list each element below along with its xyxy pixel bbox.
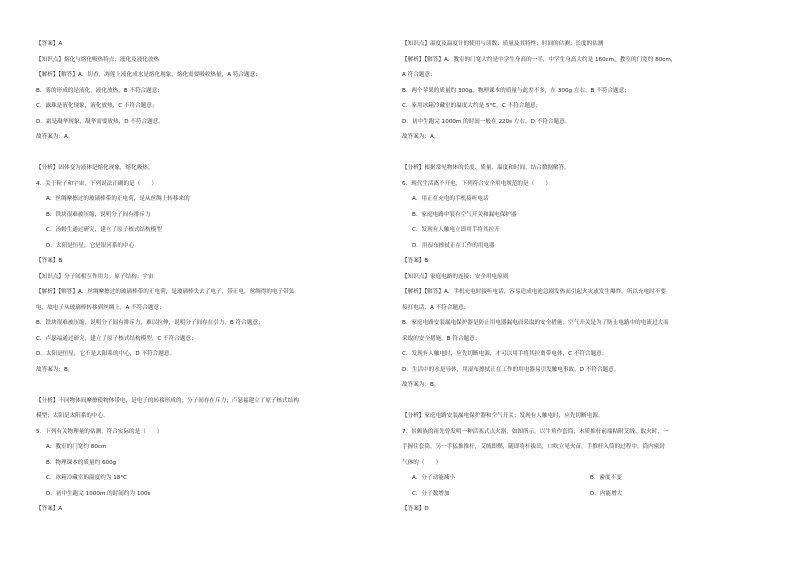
text-line [402, 288, 666, 296]
text-line [402, 71, 436, 79]
text-line [36, 397, 299, 405]
line-text: A．分子动能减小 [412, 475, 455, 481]
line-text: 【答案】B [402, 258, 429, 264]
text-line [36, 319, 264, 327]
text-line [402, 412, 603, 420]
text-line [36, 102, 157, 110]
text-line [402, 459, 441, 467]
text-line [36, 118, 164, 126]
line-text: 模型；太阳是太阳系的中心。 [36, 413, 109, 419]
line-text: 【分析】家庭电路安装漏电保护器和空气开关；发现有人触电时，应先切断电源。 [402, 413, 604, 419]
line-text: C．冰箱冷藏室的温度约为 18°C [46, 475, 128, 481]
text-line [36, 412, 109, 420]
text-line [46, 242, 134, 250]
text-line [46, 211, 151, 219]
line-text: 【分析】根据常见物体的长度、质量、温度和时间，结合数据解答。 [402, 165, 570, 171]
line-text: 手握住套筒，另一手猛推推杆，艾绒即燃，随即将杆拔出，口吹立见火苗。手推杆入筒的过程中，筒内密封 [402, 444, 665, 450]
text-line [36, 87, 163, 95]
text-line [36, 428, 163, 436]
line-text: 【答案】B [36, 258, 63, 264]
text-line [402, 443, 665, 451]
text-line [36, 40, 62, 48]
line-text: B．铁块很难被压缩，说明分子间有排斥力，难以拉伸，说明分子间存在引力，B 符合题意； [36, 320, 264, 326]
line-text: 故答案为：A。 [402, 134, 440, 140]
line-text: 【分析】不同物体间摩擦使物体带电，是电子的转移形成的；分子间存在斥力；卢瑟福建立了原子核式结构 [36, 397, 299, 404]
line-text: 接打电话，A 不符合题意； [402, 304, 470, 311]
line-text: 气体的（ ） [402, 459, 442, 466]
text-line [36, 180, 157, 188]
line-text: A．教室的门宽约 80cm [46, 444, 107, 450]
line-text: C．家用冰箱冷藏室的温度大约是 5°C，C 不符合题意； [402, 103, 542, 109]
line-text: B．物理课本的质量约 600g [46, 459, 117, 466]
line-text: 4．关于粒子和宇宙，下列说法正确的是（ ） [36, 180, 158, 187]
text-line [402, 428, 668, 436]
line-text: D．初中生跑完 1000m 的时间一般在 220s 左右，D 不符合题意。 [402, 118, 571, 125]
text-line [402, 87, 630, 95]
text-line [402, 381, 439, 389]
option-text: D．内能增大 [590, 490, 623, 497]
line-text: B．雾的形成的是液化，液化放热，B 不符合题意； [36, 87, 163, 94]
text-line [402, 102, 541, 110]
line-text: C．发现有人触电时，应先切断电源，才可以用手将其拉离带电体，C 不符合题意； [402, 351, 608, 357]
line-text: C．汤姆生通过研究，建立了原子核式结构模型 [46, 227, 162, 233]
line-text: B．家庭电路安装漏电保护器是防止用电器漏电而采取的安全措施；空气开关是为了防止电路中的电流过大而 [402, 320, 669, 326]
line-text: 【解析】【解答】A．丝绸摩擦过的玻璃棒带的正电荷，是玻璃棒失去了电子，带正电，丝绸得的电子带负 [36, 289, 295, 295]
line-text: 【分析】固体变为液体是熔化现象，熔化吸热。 [36, 165, 154, 171]
text-line [412, 474, 622, 482]
text-line [46, 459, 116, 467]
line-text: 【解析】【解答】A．手机充电时接听电话，容易造成电池急剧发热而引起火灾或发生爆炸，所以充电时不要 [402, 289, 666, 295]
text-line [36, 288, 294, 296]
text-line [412, 490, 623, 498]
text-line [46, 195, 190, 203]
text-line [412, 211, 517, 219]
text-line [402, 304, 469, 312]
text-line [46, 474, 127, 482]
line-text: 【知识点】家庭电路的连接；安全用电原则 [402, 273, 509, 280]
line-text: 故答案为：A。 [36, 134, 74, 140]
text-line [36, 335, 197, 343]
text-line [402, 40, 603, 48]
text-line [402, 257, 428, 265]
text-line [402, 505, 429, 513]
text-line [46, 226, 162, 234]
text-line [36, 273, 153, 281]
text-line [402, 335, 480, 343]
line-text: 采取的安全措施，B 符合题意； [402, 335, 481, 342]
text-line [36, 257, 62, 265]
line-text: 7．景颇族的祖先曾发明一种活塞式点火器，如图所示。以牛角作套筒，木质推杆前端粘附艾绒。取火时，一 [402, 428, 669, 435]
line-text: D．太阳是恒星，它不是太阳系的中心，D 不符合题意。 [36, 351, 176, 357]
text-line [46, 490, 150, 498]
text-line [412, 226, 500, 234]
line-text: 【答案】D [402, 506, 429, 512]
line-text: 【答案】A [36, 41, 63, 47]
line-text: 【解析】【解答】A．切香，凋莲上液化成水是熔化现象，熔化需要吸收热量，A 符合题意； [36, 72, 261, 78]
line-text: 电，故电子从玻璃棒转移到丝绸上，A 不符合题意； [36, 304, 165, 311]
text-line [402, 56, 676, 64]
line-text: D．太阳是恒星，它是银河系的中心 [46, 242, 135, 249]
text-line [402, 133, 439, 141]
text-line [36, 350, 175, 358]
text-line [36, 304, 165, 312]
text-line [36, 505, 62, 513]
line-text: A．用正在充电的手机接听电话 [412, 196, 489, 202]
line-text: 【知识点】熔化与熔化吸热特点；液化及液化放热 [36, 56, 160, 63]
line-text: D．生活中的水是导体，用湿布擦拭正在工作的用电器易引发触电事故，D 不符合题意。 [402, 366, 620, 373]
text-line [36, 164, 153, 172]
text-line [412, 195, 489, 203]
text-line [36, 71, 261, 79]
line-text: D．霜是凝华现象，凝华需要放热，D 不符合题意。 [36, 118, 164, 125]
line-text: A．丝绸摩擦过的玻璃棒带的正电荷，是从丝绸上转移来的 [46, 196, 190, 202]
option-text: B．密度不变 [590, 475, 622, 481]
text-line [412, 242, 495, 250]
text-line [402, 118, 570, 126]
text-line [46, 443, 106, 451]
line-text: B．家庭电路中装有空气开关和漏电保护器 [412, 211, 517, 218]
line-text: B．两个苹果的质量约 300g，物理课本的质量与此差不多，在 300g 左右，B 不符合题意； [402, 87, 630, 94]
line-text: C．卢瑟福通过研究，建立了原子核式结构模型，C 不符合题意； [36, 335, 197, 342]
line-text: 【答案】A [36, 506, 63, 512]
line-text: C．发现有人触电立即用手将其拉开 [412, 227, 500, 233]
line-text: 【知识点】分子间相互作用力；原子结构；宇宙 [36, 273, 154, 280]
text-line [36, 366, 73, 374]
line-text: D．初中生跑完 1000m 的时间约为 100s [46, 490, 151, 497]
text-line [36, 56, 159, 64]
line-text: A 符合题意； [402, 72, 436, 78]
line-text: 故答案为：B。 [36, 366, 74, 373]
text-line [402, 319, 669, 327]
text-line [36, 133, 73, 141]
line-text: 【解析】【解答】A．教室的门宽大约是中学生身高的一半，中学生身高大约是 160cm，教室的门宽约 80cm， [402, 56, 677, 63]
line-text: 6．现代生活离不开电，下列符合安全用电规范的是（ ） [402, 180, 551, 187]
text-line [402, 366, 619, 374]
line-text: C．露珠是液化现象，液化放热，C 不符合题意； [36, 103, 158, 109]
line-text: 【知识点】温度及温度计的使用与读数；质量及其特性；时间的估测；长度的估测 [402, 41, 604, 47]
text-line [402, 350, 607, 358]
text-line [402, 273, 508, 281]
line-text: D．用湿布擦拭正在工作的用电器 [412, 242, 495, 249]
text-line [402, 164, 570, 172]
text-line [402, 180, 551, 188]
line-text: C．分子数增加 [412, 490, 450, 497]
line-text: B．铁块很难被压缩，说明分子间有排斥力 [46, 211, 151, 218]
line-text: 故答案为：B。 [402, 382, 440, 388]
line-text: 5．下列有关物理量的估测，符合实际的是（ ） [36, 428, 163, 435]
